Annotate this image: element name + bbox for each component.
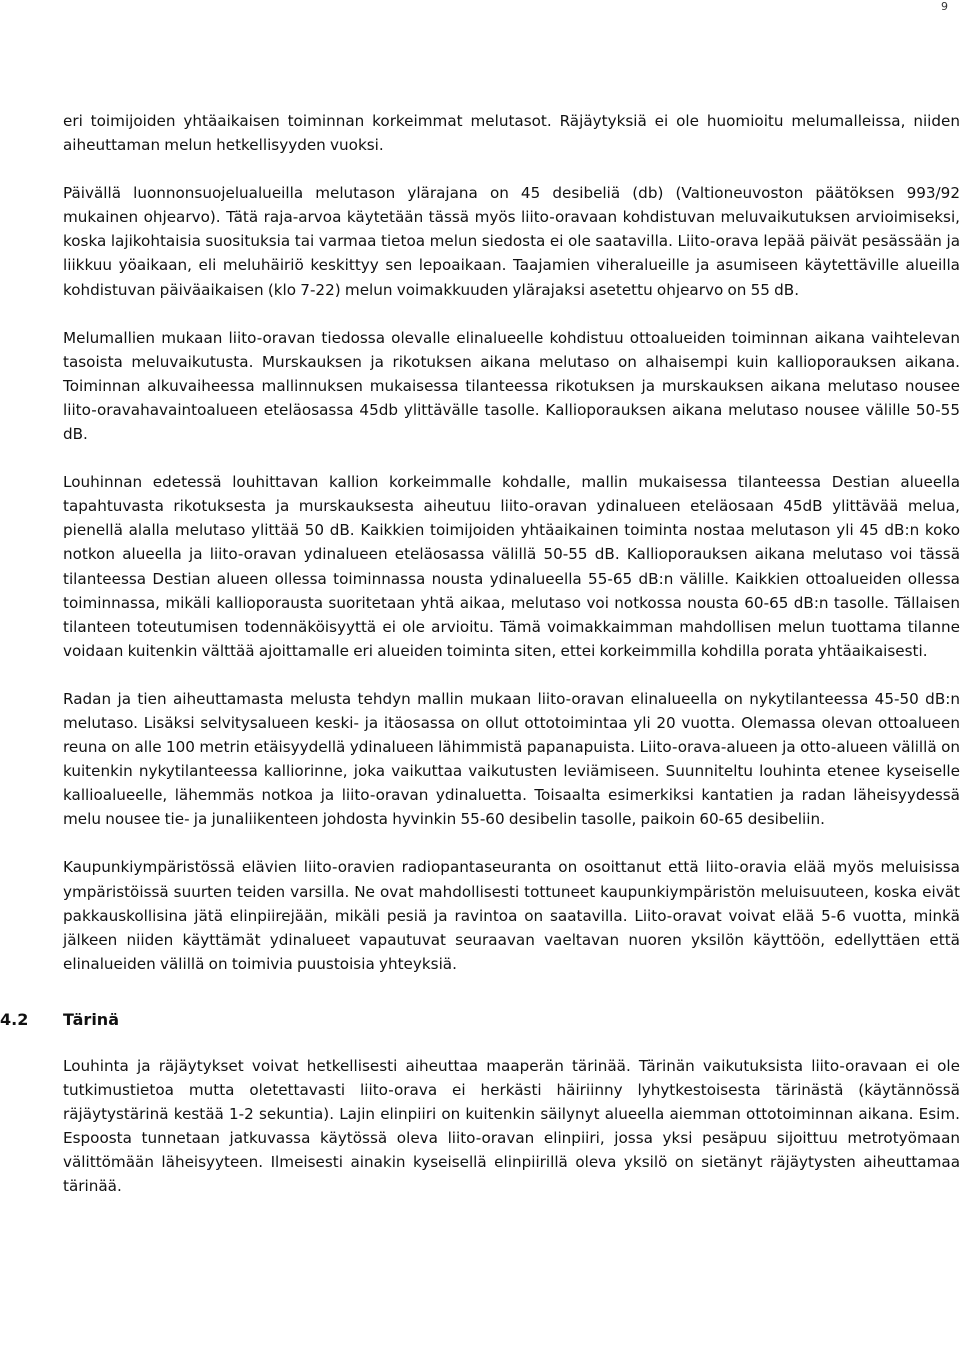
section-heading bbox=[0, 1008, 960, 1032]
section-title: Tärinä bbox=[63, 1009, 119, 1029]
paragraph: Louhinnan edetessä louhittavan kallion korkeimmalle kohdalle, mallin mukaisessa tilanteessa Destian alueella tapahtuvasta rikotuksesta ja murskauksesta aiheutuu liito-oravan ydinalueen eteläosaan 45dB ylittävää melua, pienellä alalla melutaso ylittää 50 dB. Kaikkien toimijoiden yhtäaikainen toiminta nostaa melutason yli 45 dB:n koko notkon alueella ja liito-oravan ydinalueen eteläosassa välillä 50-55 dB. Kallioporauksen aikana melutaso voi tässä tilanteessa Destian alueen ollessa toiminnassa nousta ydinalueella 55-65 dB:n välille. Kaikkien ottoalueiden ollessa toiminnassa, mikäli kallioporausta suoritetaan yhtä aikaa, melutaso voi notkossa nousta 60-65 dB:n tasolle. Tällaisen tilanteen toteutumisen todennäköisyyttä ei ole arvioitu. Tämä voimakkaimman mahdollisen melun tuottama tilanne voidaan kuitenkin välttää ajoittamalle eri alueiden toiminta siten, ettei korkeimmilla kohdilla porata yhtäaikaisesti. bbox=[63, 473, 960, 660]
section-number: 4.2 bbox=[0, 1009, 29, 1029]
paragraph: Kaupunkiympäristössä elävien liito-oravien radiopantaseuranta on osoittanut että liito-oravia elää myös meluisissa ympäristöissä suurten teiden varsilla. Ne ovat mahdollisesti tottuneet kaupunkiympäristön meluisuuteen, koska eivät pakkauskollisina jätä elinpiirejään, mikäli pesiä ja ravintoa on saatavilla. Liito-oravat voivat elää 5-6 vuotta, minkä jälkeen niiden käyttämät ydinalueet vapautuvat seuraavan vaeltavan nuoren yksilön käyttöön, edellyttäen että elinalueiden välillä on toimivia puustoisia yhteyksiä. bbox=[63, 858, 960, 973]
paragraph: Melumallien mukaan liito-oravan tiedossa olevalle elinalueelle kohdistuu ottoalueiden toiminnan aikana vaihtelevan tasoista meluvaikutusta. Murskauksen ja rikotuksen aikana melutaso on alhaisempi kuin kallioporauksen aikana. Toiminnan alkuvaiheessa mallinnuksen mukaisessa tilanteessa rikotuksen ja murskauksen aikana melutaso nousee liito-oravahavaintoalueen eteläosassa 45db ylittävälle tasolle. Kallioporauksen aikana melutaso nousee välille 50-55 dB. bbox=[63, 328, 960, 444]
paragraph: Radan ja tien aiheuttamasta melusta tehdyn mallin mukaan liito-oravan elinalueella on nykytilanteessa 45-50 dB:n melutaso. Lisäksi selvitysalueen keski- ja itäosassa on ollut ottotoimintaa yli 20 vuotta. Olemassa olevan ottoalueen reuna on alle 100 metrin etäisyydellä ydinalueen lähimmistä papanapuista. Liito-orava-alueen ja otto-alueen välillä on kuitenkin nykytilanteessa kalliorinne, joka vaikuttaa vaikutusten leviämiseen. Suunniteltu louhinta etenee kyseiselle kallioalueelle, lähemmäs notkoa ja liito-oravan ydinaluetta. Toisaalta esimerkiksi kantatien ja radan läheisyydessä melu nousee tie- ja junaliikenteen johdosta hyvinkin 55-60 desibelin tasolle, paikoin 60-65 desibeliin. bbox=[63, 689, 960, 829]
paragraph: Louhinta ja räjäytykset voivat hetkellisesti aiheuttaa maaperän tärinää. Tärinän vaikutuksista liito-oravaan ei ole tutkimustietoa mutta oletettavasti liito-orava ei herkästi häiriinny lyhytkestoisesta tärinästä (käytännössä räjäytystärinä kestää 1-2 sekuntia). Lajin elinpiiri on kuitenkin säilynyt alueella aiemman ottotoiminnan aikana. Esim. Espoosta tunnetaan jatkuvassa käytössä oleva liito-oravan elinpiiri, jossa yksi pesäpuu sijoittuu metrotyömaan välittömään läheisyyteen. Ilmeisesti ainakin kyseisellä elinpiirillä oleva yksilö on sietänyt räjäytysten aiheuttamaa tärinää. bbox=[63, 1056, 960, 1196]
paragraph: eri toimijoiden yhtäaikaisen toiminnan korkeimmat melutasot. Räjäytyksiä ei ole huomioitu melumalleissa, niiden aiheuttaman melun hetkellisyyden vuoksi. bbox=[63, 112, 960, 155]
document-body bbox=[0, 109, 960, 1222]
paragraph: Päivällä luonnonsuojelualueilla melutason ylärajana on 45 desibeliä (db) (Valtioneuvoston päätöksen 993/92 mukainen ohjearvo). Tätä raja-arvoa käytetään tässä myös liito-oravaan kohdistuvan meluvaikutuksen arvioimiseksi, koska lajikohtaisia suosituksia tai varmaa tietoa melun siedosta ei ole saatavilla. Liito-orava lepää päivät pesässään ja liikkuu yöaikaan, eli meluhäiriö keskittyy sen lepoaikaan. Taajamien viheralueille ja asumiseen käytettäville alueilla kohdistuvan päiväaikaisen (klo 7-22) melun voimakkuuden ylärajaksi asetettu ohjearvo on 55 dB. bbox=[63, 184, 960, 299]
page-number: 9 bbox=[941, 0, 948, 13]
